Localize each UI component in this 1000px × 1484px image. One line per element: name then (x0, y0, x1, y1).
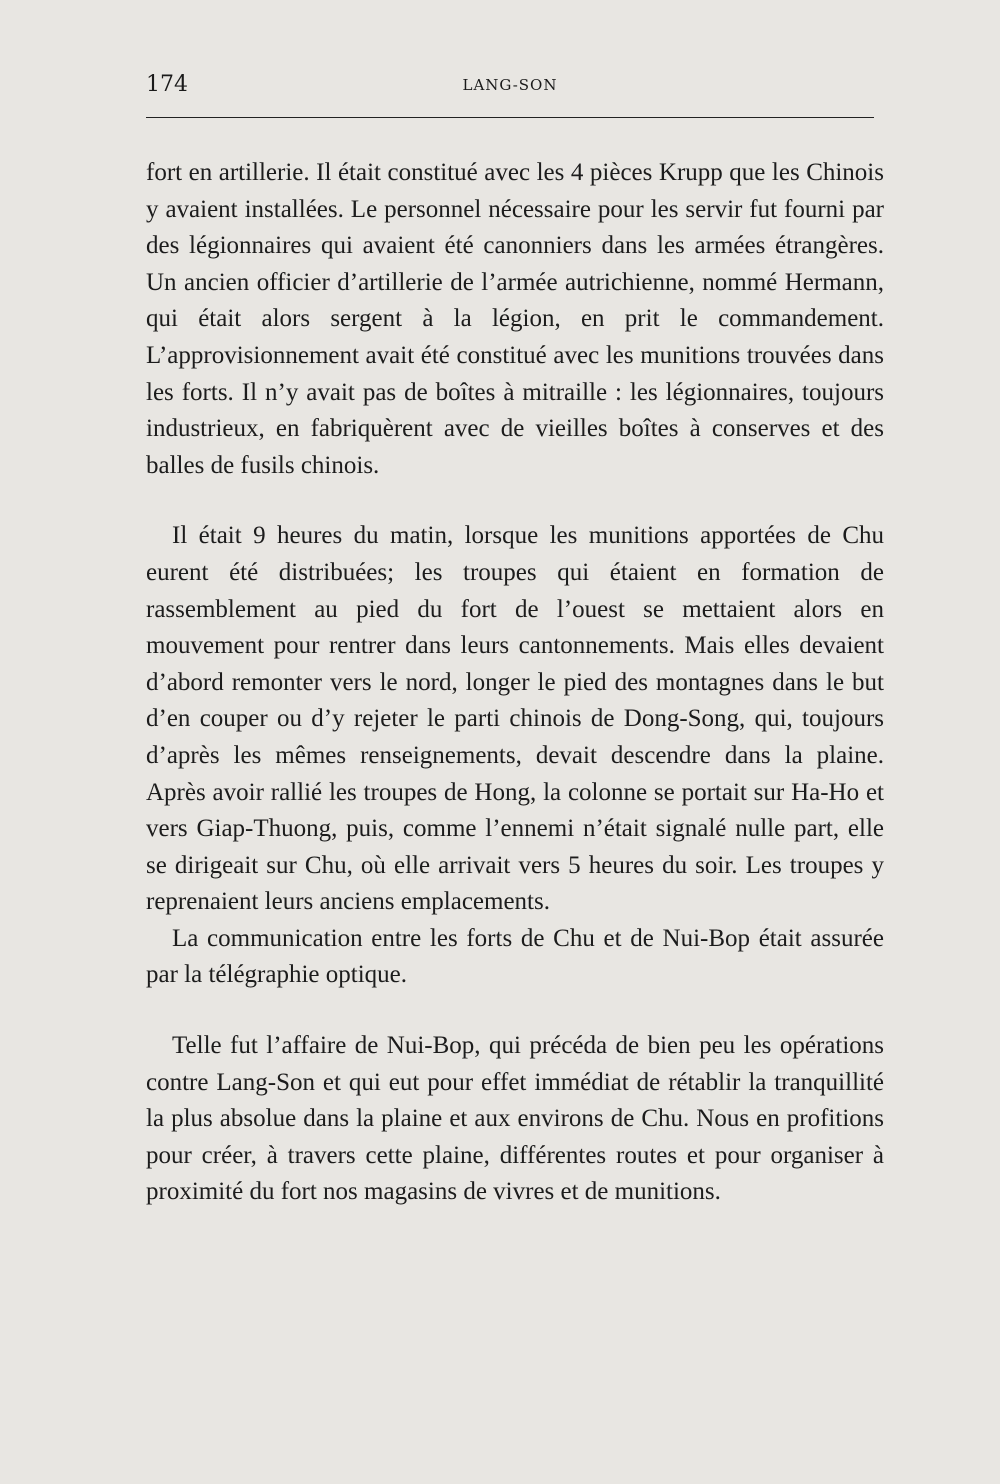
header-rule (146, 117, 874, 118)
paragraph-3: La communication entre les forts de Chu et de Nui-Bop était assurée par la télégraphie optique. (146, 924, 884, 989)
running-head: LANG-SON (462, 76, 558, 94)
paragraph-4: Telle fut l’affaire de Nui-Bop, qui précéda de bien peu les opérations contre Lang-Son et qui eut pour effet immédiat de rétablir la tranquillité la plus absolue dans la plaine et aux environs de Chu. Nous en profitions pour créer, à travers cette plaine, différentes routes et pour organiser à proximité du fort nos magasins de vivres et de munitions. (146, 1032, 884, 1206)
page-number: 174 (146, 72, 188, 97)
paragraph-2: Il était 9 heures du matin, lorsque les munitions apportées de Chu eurent été distribuées; les troupes qui étaient en formation de rassemblement au pied du fort de l’ouest se mettaient alors en mouvement pour rentrer dans leurs cantonnements. Mais elles devaient d’abord remonter vers le nord, longer le pied des montagnes dans le but d’en couper ou d’y rejeter le parti chinois de Dong-Song, qui, toujours d’après les mêmes renseignements, devait descendre dans la plaine. Après avoir rallié les troupes de Hong, la colonne se portait sur Ha-Ho et vers Giap-Thuong, puis, comme l’ennemi n’était signalé nulle part, elle se dirigeait sur Chu, où elle arrivait vers 5 heures du soir. Les troupes y reprenaient leurs anciens emplacements. (146, 522, 884, 916)
body-text (146, 155, 884, 1211)
page-header (146, 70, 874, 100)
paragraph-1: fort en artillerie. Il était constitué avec les 4 pièces Krupp que les Chinois y avaient installées. Le personnel nécessaire pour les servir fut fourni par des légionnaires qui avaient été canonniers dans les armées étrangères. Un ancien officier d’artillerie de l’armée autrichienne, nommé Hermann, qui était alors sergent à la légion, en prit le commandement. L’approvisionnement avait été constitué avec les munitions trouvées dans les forts. Il n’y avait pas de boîtes à mitraille : les légionnaires, toujours industrieux, en fabriquèrent avec de vieilles boîtes à conserves et des balles de fusils chinois. (146, 159, 884, 479)
